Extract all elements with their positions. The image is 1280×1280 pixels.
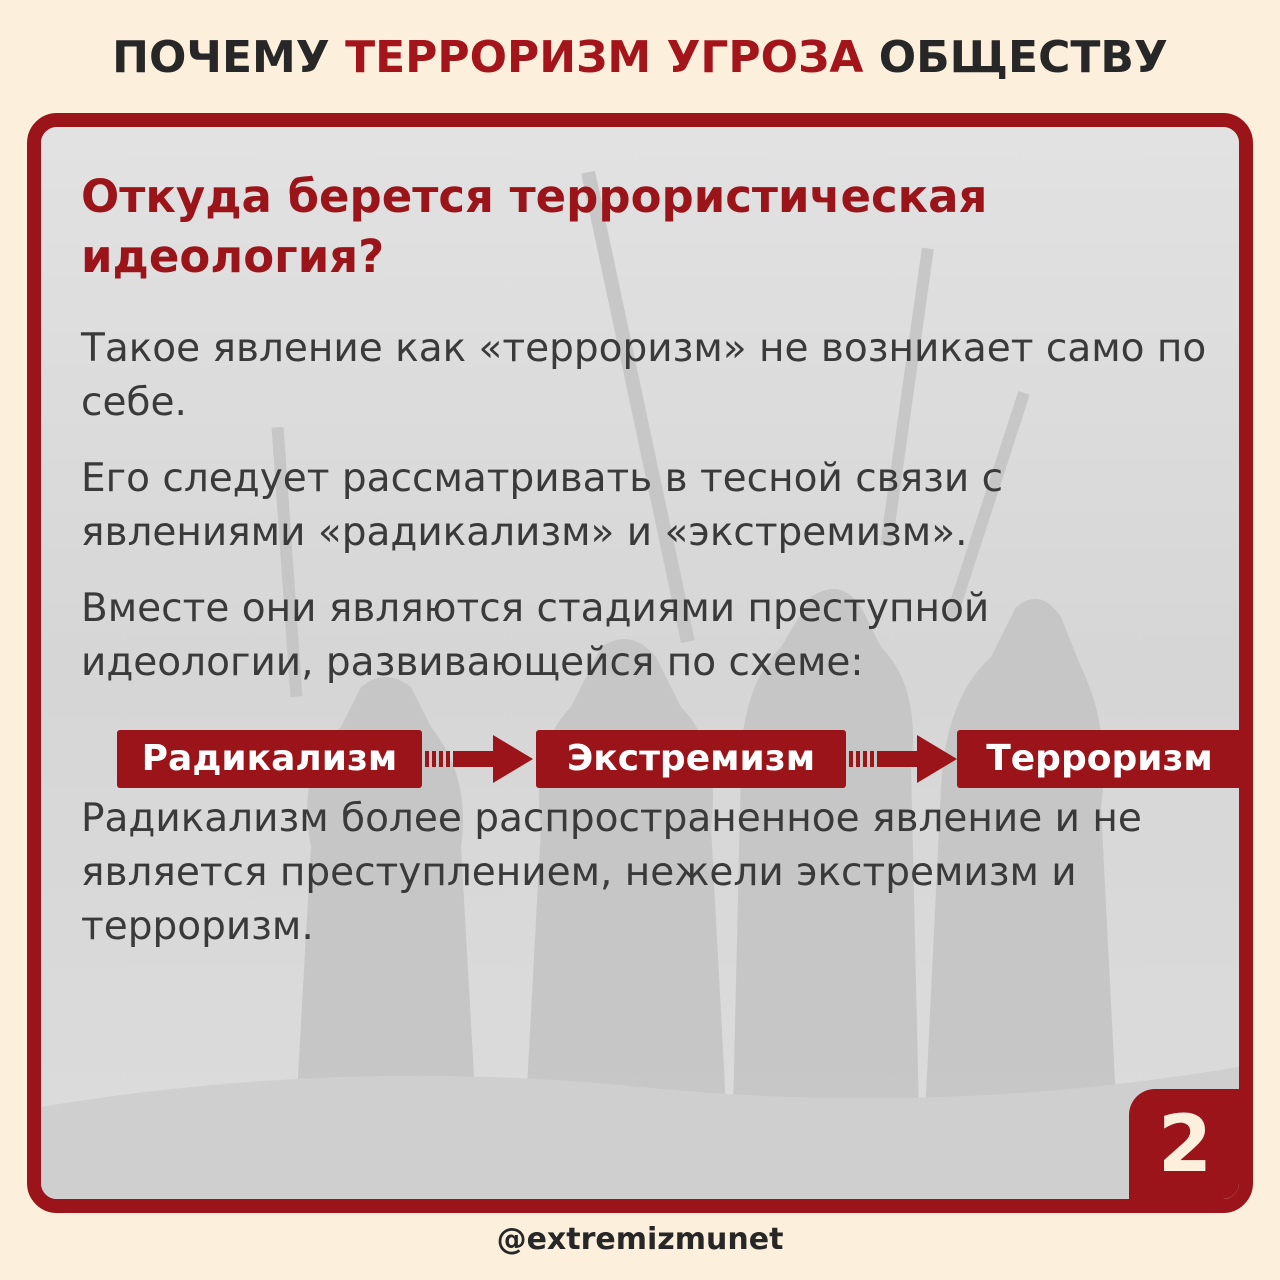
ideology-flow — [89, 715, 1229, 785]
page-title — [0, 32, 1280, 83]
stage-extremism: Экстремизм — [536, 730, 846, 788]
title-part-2: ОБЩЕСТВУ — [878, 32, 1168, 83]
paragraph-1: Такое явление как «терроризм» не возникает само по себе. — [81, 326, 1207, 425]
dashed-right-arrow-icon — [849, 733, 959, 785]
card-heading: Откуда берется террористическая идеология? — [81, 170, 988, 283]
paragraph-2: Его следует рассматривать в тесной связи с явлениями «радикализм» и «экстремизм». — [81, 456, 1004, 555]
stage-radicalism: Радикализм — [117, 730, 422, 788]
paragraph-3: Вместе они являются стадиями преступной идеологии, развивающейся по схеме: — [81, 586, 990, 685]
stage-terrorism: Терроризм — [957, 730, 1242, 788]
title-accent: ТЕРРОРИЗМ УГРОЗА — [345, 32, 864, 83]
social-handle: @extremizmunet — [496, 1222, 784, 1257]
page-number-badge: 2 — [1129, 1089, 1241, 1201]
dashed-right-arrow-icon — [425, 733, 535, 785]
title-part-1: ПОЧЕМУ — [112, 32, 330, 83]
info-card — [27, 113, 1253, 1213]
paragraph-4: Радикализм более распространенное явление и не является преступлением, нежели экстремизм и терроризм. — [81, 796, 1142, 949]
